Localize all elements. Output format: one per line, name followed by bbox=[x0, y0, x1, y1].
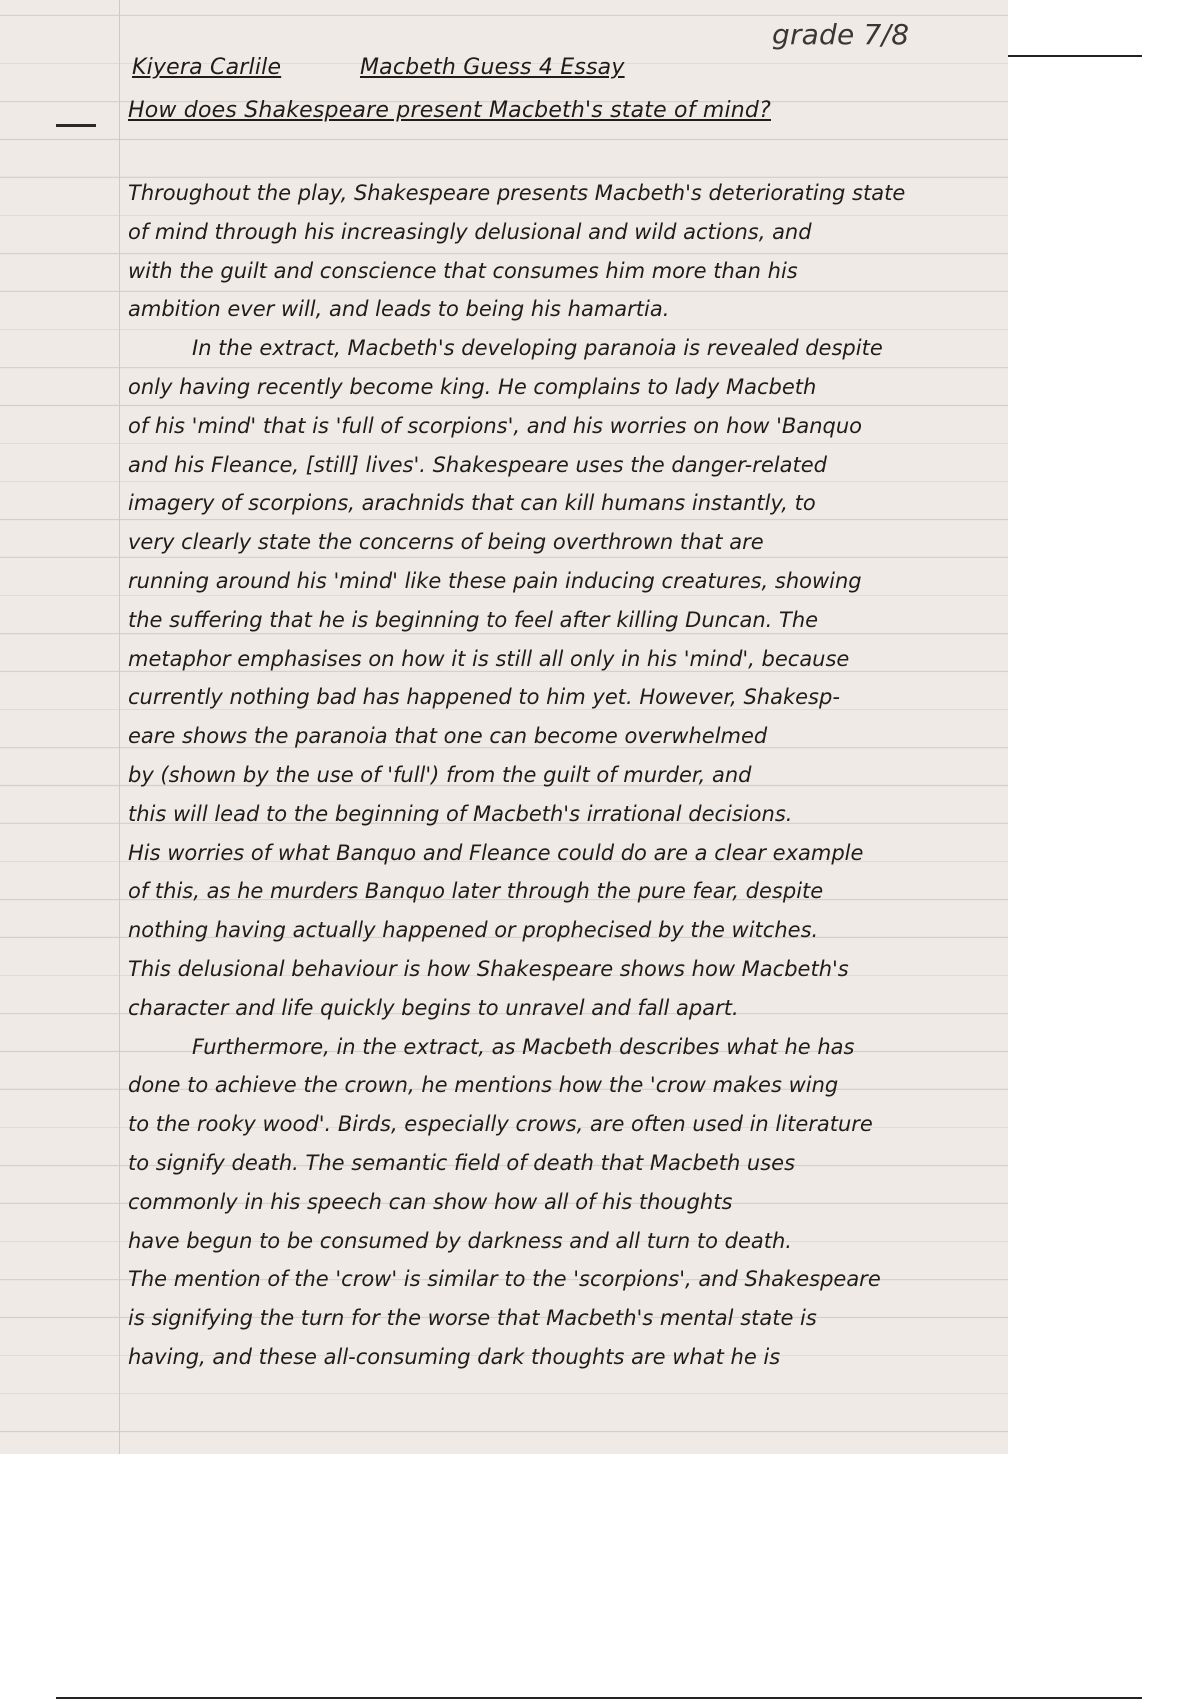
essay-line: of this, as he murders Banquo later through the pure fear, despite bbox=[128, 879, 824, 904]
essay-line: very clearly state the concerns of being overthrown that are bbox=[128, 530, 764, 555]
student-name: Kiyera Carlile bbox=[132, 55, 282, 80]
essay-line: currently nothing bad has happened to him yet. However, Shakesp- bbox=[128, 685, 840, 710]
essay-body bbox=[128, 174, 998, 1377]
essay-line: His worries of what Banquo and Fleance could do are a clear example bbox=[128, 840, 864, 865]
essay-line: eare shows the paranoia that one can become overwhelmed bbox=[128, 724, 768, 749]
grade-annotation: grade 7/8 bbox=[772, 18, 910, 51]
essay-question: How does Shakespeare present Macbeth's state of mind? bbox=[128, 98, 771, 123]
essay-line: and his Fleance, [still] lives'. Shakespeare uses the danger-related bbox=[128, 452, 827, 477]
essay-line: only having recently become king. He complains to lady Macbeth bbox=[128, 374, 817, 399]
essay-line: In the extract, Macbeth's developing paranoia is revealed despite bbox=[192, 336, 883, 361]
essay-line: the suffering that he is beginning to feel after killing Duncan. The bbox=[128, 607, 819, 632]
essay-line: metaphor emphasises on how it is still all only in his 'mind', because bbox=[128, 646, 850, 671]
essay-line: imagery of scorpions, arachnids that can kill humans instantly, to bbox=[128, 491, 816, 516]
essay-line: of mind through his increasingly delusional and wild actions, and bbox=[128, 219, 812, 244]
essay-line: Furthermore, in the extract, as Macbeth describes what he has bbox=[192, 1034, 855, 1059]
essay-line: of his 'mind' that is 'full of scorpions', and his worries on how 'Banquo bbox=[128, 413, 862, 438]
essay-line: Throughout the play, Shakespeare presents Macbeth's deteriorating state bbox=[128, 181, 906, 205]
margin-dash bbox=[56, 124, 96, 127]
essay-line: done to achieve the crown, he mentions how the 'crow makes wing bbox=[128, 1073, 839, 1098]
essay-line: running around his 'mind' like these pain inducing creatures, showing bbox=[128, 568, 862, 593]
essay-line: commonly in his speech can show how all of his thoughts bbox=[128, 1189, 733, 1214]
essay-line: this will lead to the beginning of Macbeth's irrational decisions. bbox=[128, 801, 793, 826]
essay-line: ambition ever will, and leads to being his hamartia. bbox=[128, 297, 670, 322]
essay-line: This delusional behaviour is how Shakespeare shows how Macbeth's bbox=[128, 956, 849, 981]
essay-line: is signifying the turn for the worse that Macbeth's mental state is bbox=[128, 1306, 817, 1331]
essay-line: having, and these all-consuming dark thoughts are what he is bbox=[128, 1344, 781, 1369]
essay-line: nothing having actually happened or prophecised by the witches. bbox=[128, 918, 819, 943]
margin-line bbox=[119, 0, 120, 1454]
essay-line: to the rooky wood'. Birds, especially crows, are often used in literature bbox=[128, 1112, 873, 1137]
essay-line: have begun to be consumed by darkness and all turn to death. bbox=[128, 1228, 792, 1253]
essay-title: Macbeth Guess 4 Essay bbox=[360, 55, 625, 80]
essay-line: character and life quickly begins to unravel and fall apart. bbox=[128, 995, 739, 1020]
essay-line: by (shown by the use of 'full') from the guilt of murder, and bbox=[128, 762, 752, 787]
essay-line: to signify death. The semantic field of death that Macbeth uses bbox=[128, 1150, 796, 1175]
essay-line: with the guilt and conscience that consumes him more than his bbox=[128, 258, 798, 283]
footer-rule bbox=[56, 1697, 1142, 1699]
essay-line: The mention of the 'crow' is similar to the 'scorpions', and Shakespeare bbox=[128, 1267, 881, 1292]
horizontal-rule bbox=[1008, 55, 1142, 57]
